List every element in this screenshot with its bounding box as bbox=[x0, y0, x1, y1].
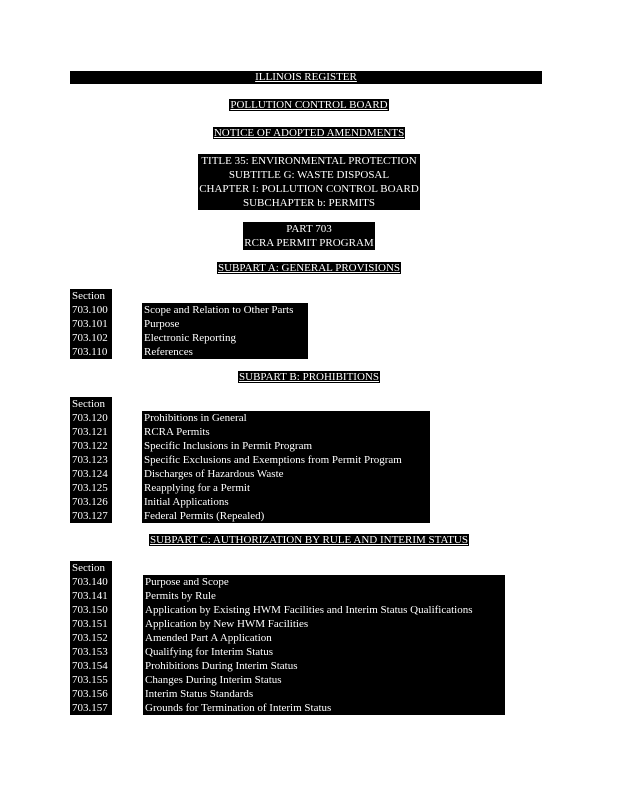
part-name: RCRA PERMIT PROGRAM bbox=[244, 237, 374, 249]
section-number: 703.154 bbox=[70, 659, 112, 673]
section-number: 703.125 bbox=[70, 481, 112, 495]
chapter-line: CHAPTER I: POLLUTION CONTROL BOARD bbox=[199, 183, 419, 195]
subpart-heading: SUBPART A: GENERAL PROVISIONS bbox=[218, 262, 400, 274]
section-number: 703.157 bbox=[70, 701, 112, 715]
section-title: Grounds for Termination of Interim Status bbox=[143, 701, 505, 715]
subpart-c-heading bbox=[0, 534, 618, 546]
section-number: 703.156 bbox=[70, 687, 112, 701]
section-label: Section bbox=[70, 289, 112, 303]
subpart-heading: SUBPART B: PROHIBITIONS bbox=[239, 371, 379, 383]
board-line bbox=[0, 99, 618, 111]
subpart-heading: SUBPART C: AUTHORIZATION BY RULE AND INTERIM STATUS bbox=[150, 534, 468, 546]
section-number: 703.100 bbox=[70, 303, 112, 317]
section-title: Amended Part A Application bbox=[143, 631, 505, 645]
section-title: Specific Inclusions in Permit Program bbox=[142, 439, 430, 453]
section-title: RCRA Permits bbox=[142, 425, 430, 439]
part-number: PART 703 bbox=[286, 223, 332, 235]
section-number: 703.140 bbox=[70, 575, 112, 589]
section-title: Scope and Relation to Other Parts bbox=[142, 303, 308, 317]
section-number: 703.110 bbox=[70, 345, 112, 359]
title-block bbox=[0, 154, 618, 210]
section-number: 703.121 bbox=[70, 425, 112, 439]
register-title: ILLINOIS REGISTER bbox=[255, 71, 357, 83]
section-number: 703.151 bbox=[70, 617, 112, 631]
board-name: POLLUTION CONTROL BOARD bbox=[230, 99, 388, 111]
part-block bbox=[0, 222, 618, 250]
section-number: 703.141 bbox=[70, 589, 112, 603]
subpart-b-heading bbox=[0, 371, 618, 383]
subpart-a-heading bbox=[0, 262, 618, 274]
section-title: Federal Permits (Repealed) bbox=[142, 509, 430, 523]
title-line: TITLE 35: ENVIRONMENTAL PROTECTION bbox=[201, 155, 417, 167]
section-number: 703.153 bbox=[70, 645, 112, 659]
section-title: Reapplying for a Permit bbox=[142, 481, 430, 495]
section-number: 703.124 bbox=[70, 467, 112, 481]
section-number: 703.122 bbox=[70, 439, 112, 453]
section-title: Changes During Interim Status bbox=[143, 673, 505, 687]
section-title: Prohibitions in General bbox=[142, 411, 430, 425]
section-title: Discharges of Hazardous Waste bbox=[142, 467, 430, 481]
section-title: Purpose bbox=[142, 317, 308, 331]
section-title: Permits by Rule bbox=[143, 589, 505, 603]
section-label: Section bbox=[70, 397, 112, 411]
section-title: Interim Status Standards bbox=[143, 687, 505, 701]
section-number: 703.127 bbox=[70, 509, 112, 523]
section-title: Electronic Reporting bbox=[142, 331, 308, 345]
section-number: 703.101 bbox=[70, 317, 112, 331]
section-number: 703.155 bbox=[70, 673, 112, 687]
subchapter-line: SUBCHAPTER b: PERMITS bbox=[242, 197, 376, 209]
title-block-box bbox=[198, 154, 420, 210]
subtitle-line: SUBTITLE G: WASTE DISPOSAL bbox=[228, 169, 390, 181]
section-title: Application by Existing HWM Facilities and Interim Status Qualifications bbox=[143, 603, 505, 617]
section-number: 703.120 bbox=[70, 411, 112, 425]
section-number: 703.123 bbox=[70, 453, 112, 467]
section-number: 703.152 bbox=[70, 631, 112, 645]
section-number: 703.102 bbox=[70, 331, 112, 345]
section-title: Specific Exclusions and Exemptions from Permit Program bbox=[142, 453, 430, 467]
section-number: 703.150 bbox=[70, 603, 112, 617]
part-block-box bbox=[243, 222, 374, 250]
section-number: 703.126 bbox=[70, 495, 112, 509]
section-title: Prohibitions During Interim Status bbox=[143, 659, 505, 673]
section-title: References bbox=[142, 345, 308, 359]
notice-title: NOTICE OF ADOPTED AMENDMENTS bbox=[213, 127, 405, 139]
section-title: Initial Applications bbox=[142, 495, 430, 509]
section-title: Purpose and Scope bbox=[143, 575, 505, 589]
register-header bbox=[70, 71, 542, 84]
section-title: Qualifying for Interim Status bbox=[143, 645, 505, 659]
notice-line bbox=[0, 127, 618, 139]
section-label: Section bbox=[70, 561, 112, 575]
section-title: Application by New HWM Facilities bbox=[143, 617, 505, 631]
